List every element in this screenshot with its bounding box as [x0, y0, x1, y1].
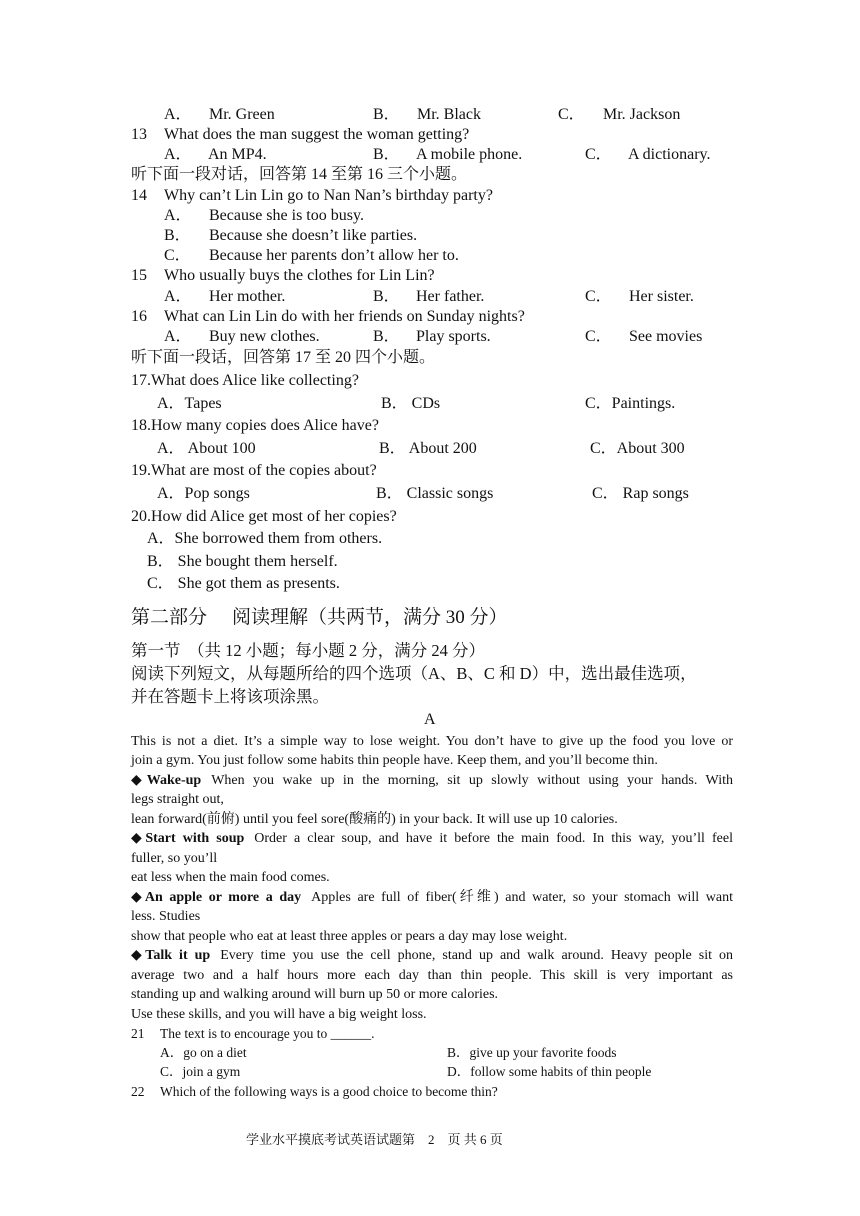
- tip-apple-line3: show that people who eat at least three apples or pears a day may lose weight.: [131, 929, 568, 944]
- part-title: 第二部分: [131, 607, 208, 628]
- q21-option-c: C．join a gym: [160, 1064, 241, 1079]
- q13-option-b-label: B．: [373, 146, 400, 163]
- q18-text: 18.How many copies does Alice have?: [131, 417, 379, 434]
- q17-option-c: C．Paintings.: [585, 395, 676, 412]
- tip-talk-line2: average two and a half hours more each day than thin people. This skill is very important as: [131, 968, 733, 983]
- tip-wake-up-line1: [131, 771, 733, 790]
- q14-option-c-text: Because her parents don’t allow her to.: [209, 247, 459, 264]
- q14-text: Why can’t Lin Lin go to Nan Nan’s birthday party?: [164, 187, 493, 204]
- section-title: 第一节: [131, 641, 181, 660]
- q17-text: 17.What does Alice like collecting?: [131, 372, 359, 389]
- bullet-icon: ◆: [131, 773, 147, 788]
- tip-text: Apples are full of fiber(纤维) and water, so your stomach will want: [311, 890, 733, 905]
- tip-text: When you wake up in the morning, sit up slowly without using your hands. With: [211, 773, 733, 788]
- bullet-icon: ◆: [131, 831, 146, 846]
- q22-text: Which of the following ways is a good choice to become thin?: [160, 1084, 498, 1099]
- q18-option-a: A． About 100: [157, 440, 256, 457]
- passage-label: A: [424, 711, 436, 728]
- q16-option-b-text: Play sports.: [416, 328, 491, 345]
- q16-option-c-text: See movies: [629, 328, 703, 345]
- q12-option-a-label: A．: [164, 106, 192, 123]
- q21-option-a: A．go on a diet: [160, 1045, 247, 1060]
- q14-option-a-text: Because she is too busy.: [209, 207, 364, 224]
- q14-option-c-label: C．: [164, 247, 191, 264]
- tip-talk-line1: [131, 946, 733, 965]
- q15-option-c-label: C．: [585, 288, 612, 305]
- q20-option-c: C． She got them as presents.: [147, 575, 340, 592]
- tip-apple-line1: [131, 888, 733, 907]
- q15-option-b-label: B．: [373, 288, 400, 305]
- passage-intro-line1: This is not a diet. It’s a simple way to lose weight. You don’t have to give up the food you love or: [131, 734, 733, 749]
- q12-option-c-text: Mr. Jackson: [603, 106, 681, 123]
- q13-option-c-label: C．: [585, 146, 612, 163]
- q12-option-a-text: Mr. Green: [209, 106, 275, 123]
- tip-text: Order a clear soup, and have it before the main food. In this way, you’ll feel: [254, 831, 733, 846]
- part-subtitle: 阅读理解（共两节，满分 30 分）: [232, 607, 508, 628]
- q20-option-b: B． She bought them herself.: [147, 553, 338, 570]
- q14-number: 14: [131, 187, 147, 204]
- q14-option-b-text: Because she doesn’t like parties.: [209, 227, 418, 244]
- q15-option-c-text: Her sister.: [629, 288, 694, 305]
- tip-wake-up-line3: lean forward(前俯) until you feel sore(酸痛的) in your back. It will use up 10 calories.: [131, 812, 618, 827]
- q21-text: The text is to encourage you to ______.: [160, 1026, 375, 1041]
- q18-option-c: C．About 300: [590, 440, 685, 457]
- tip-soup-line1: [131, 829, 733, 848]
- q15-number: 15: [131, 267, 147, 284]
- q17-option-b: B． CDs: [381, 395, 441, 412]
- q19-option-a: A．Pop songs: [157, 485, 250, 502]
- q16-option-a-label: A．: [164, 328, 192, 345]
- q21-number: 21: [131, 1026, 145, 1041]
- instruction-17-20: 听下面一段话，回答第 17 至 20 四个小题。: [131, 349, 436, 366]
- q16-number: 16: [131, 308, 147, 325]
- bullet-icon: ◆: [131, 948, 146, 963]
- q13-option-a-text: An MP4.: [208, 146, 267, 163]
- reading-instructions-line2: 并在答题卡上将该项涂黑。: [131, 687, 329, 706]
- q15-option-a-text: Her mother.: [209, 288, 286, 305]
- tip-heading: Talk it up: [145, 948, 211, 963]
- passage-closing: Use these skills, and you will have a big weight loss.: [131, 1007, 427, 1022]
- q18-option-b: B． About 200: [379, 440, 477, 457]
- page-footer: 学业水平摸底考试英语试题第 2 页 共 6 页: [246, 1132, 503, 1147]
- q15-option-a-label: A．: [164, 288, 192, 305]
- instruction-14-16: 听下面一段对话，回答第 14 至第 16 三个小题。: [131, 166, 468, 183]
- q12-option-b-text: Mr. Black: [417, 106, 481, 123]
- q13-number: 13: [131, 126, 147, 143]
- q13-option-c-text: A dictionary.: [628, 146, 711, 163]
- bullet-icon: ◆: [131, 890, 145, 905]
- reading-instructions-line1: 阅读下列短文，从每题所给的四个选项（A、B、C 和 D）中，选出最佳选项，: [131, 664, 697, 683]
- tip-soup-line3: eat less when the main food comes.: [131, 870, 330, 885]
- q13-text: What does the man suggest the woman getting?: [164, 126, 470, 143]
- q16-text: What can Lin Lin do with her friends on Sunday nights?: [164, 308, 525, 325]
- tip-apple-line2: less. Studies: [131, 909, 201, 924]
- q21-option-d: D．follow some habits of thin people: [447, 1064, 652, 1079]
- q15-option-b-text: Her father.: [416, 288, 485, 305]
- section-subtitle: （共 12 小题；每小题 2 分，满分 24 分）: [188, 641, 485, 660]
- q19-text: 19.What are most of the copies about?: [131, 462, 377, 479]
- q21-option-b: B．give up your favorite foods: [447, 1045, 617, 1060]
- q19-option-b: B． Classic songs: [376, 485, 494, 502]
- q12-option-c-label: C．: [558, 106, 585, 123]
- q16-option-a-text: Buy new clothes.: [209, 328, 320, 345]
- q15-text: Who usually buys the clothes for Lin Lin?: [164, 267, 435, 284]
- q12-option-b-label: B．: [373, 106, 400, 123]
- q20-text: 20.How did Alice get most of her copies?: [131, 508, 397, 525]
- q19-option-c: C． Rap songs: [592, 485, 689, 502]
- tip-heading: Start with soup: [145, 831, 245, 846]
- q16-option-b-label: B．: [373, 328, 400, 345]
- tip-text: Every time you use the cell phone, stand up and walk around. Heavy people sit on: [220, 948, 733, 963]
- q14-option-b-label: B．: [164, 227, 191, 244]
- tip-heading: An apple or more a day: [144, 890, 302, 905]
- q13-option-b-text: A mobile phone.: [416, 146, 523, 163]
- tip-soup-line2: fuller, so you’ll: [131, 851, 218, 866]
- q20-option-a: A．She borrowed them from others.: [147, 530, 383, 547]
- q17-option-a: A．Tapes: [157, 395, 222, 412]
- passage-intro-line2: join a gym. You just follow some habits thin people have. Keep them, and you’ll become thin.: [131, 753, 658, 768]
- tip-talk-line3: standing up and walking around will burn up 50 or more calories.: [131, 987, 499, 1002]
- tip-wake-up-line2: legs straight out,: [131, 792, 224, 807]
- tip-heading: Wake-up: [146, 773, 202, 788]
- q16-option-c-label: C．: [585, 328, 612, 345]
- q14-option-a-label: A．: [164, 207, 192, 224]
- q22-number: 22: [131, 1084, 145, 1099]
- q13-option-a-label: A．: [164, 146, 192, 163]
